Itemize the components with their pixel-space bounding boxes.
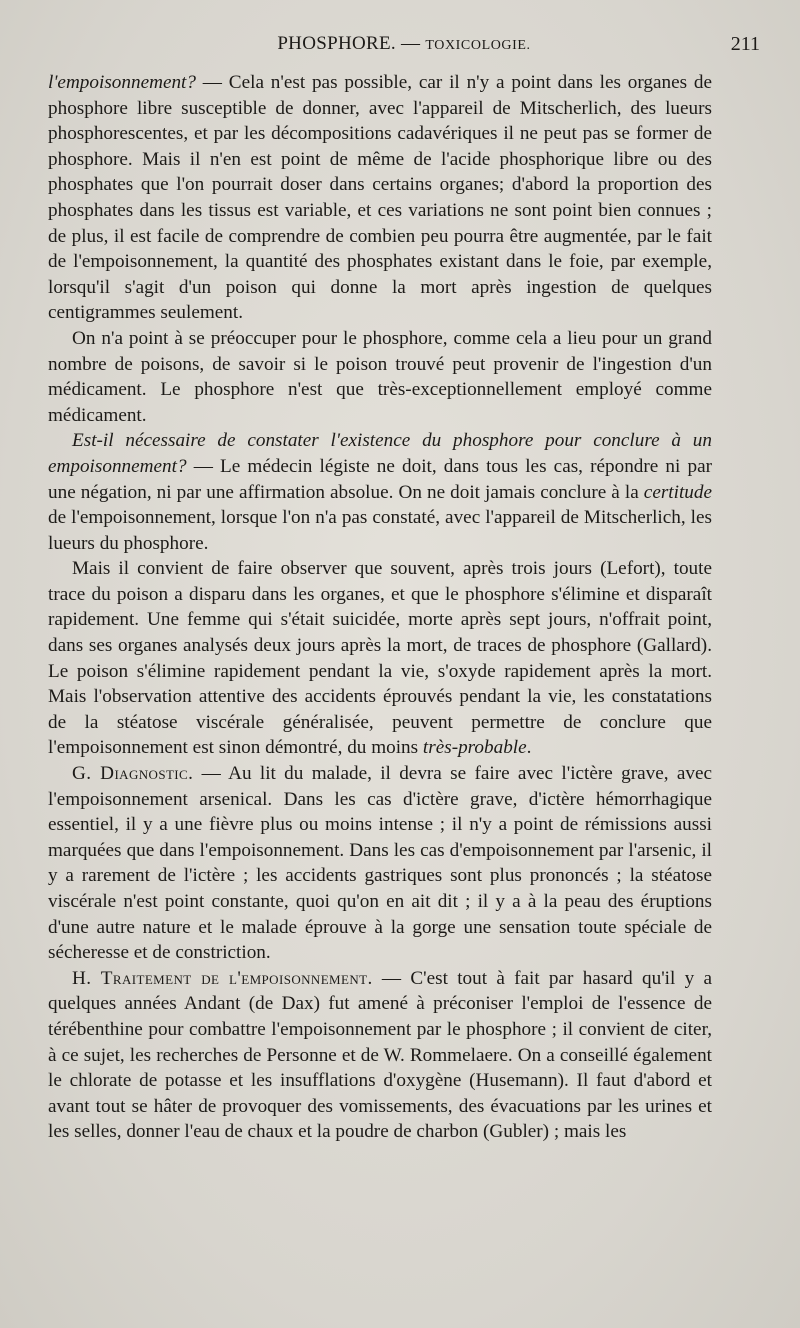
paragraph-4-italic-end: très-probable [422,737,527,759]
paragraph-4 [48,556,712,761]
paragraph-3 [48,428,712,556]
paragraph-3-text-a: — Le médecin légiste ne doit, dans tous les cas, répondre ni par une négation, ni par une affirmation absolue. On ne doit jamais conclure à la [48,455,712,503]
running-head-title: PHOSPHORE. [277,33,396,54]
section-label-diagnostic: G. Diagnostic. [72,763,194,785]
paragraph-2-text: On n'a point à se préoccuper pour le phosphore, comme cela a lieu pour un grand nombre de poisons, de savoir si le poison trouvé peut provenir de l'ingestion d'un médicament. Le phosphore n'est que très-exceptionnellement employé comme médicament. [48,327,712,426]
paragraph-diagnostic [48,761,712,966]
running-head [48,33,760,55]
paragraph-diagnostic-text: — Au lit du malade, il devra se faire avec l'ictère grave, avec l'empoisonnement arsenical. Dans les cas d'ictère grave, d'ictère hémorrhagique essentiel, il y a une fièvre plus ou moins intense ; il n'y a point de rémissions aussi marquées que dans l'empoisonnement. Dans les cas d'empoisonnement par l'arsenic, il y a rarement de l'ictère ; les accidents gastriques sont plus prononcés ; la stéatose viscérale n'est point constante, quoi qu'on en ait dit ; il y a à la peau des éruptions d'une autre nature et le malade éprouve à la gorge une sensation toute spéciale de sécheresse et de constriction. [48,763,712,964]
paragraph-traitement-text: — C'est tout à fait par hasard qu'il y a quelques années Andant (de Dax) fut amené à préconiser l'emploi de l'essence de térébenthine pour combattre l'empoisonnement par le phosphore ; il convient de citer, à ce sujet, les recherches de Personne et de W. Rommelaere. On a conseillé également le chlorate de potasse et les insufflations d'oxygène (Husemann). Il faut d'abord et avant tout se hâter de provoquer des vomissements, des évacuations par les urines et les selles, donner l'eau de chaux et la poudre de charbon (Gubler) ; mais les [48,967,712,1143]
paragraph-3-italic-lead: Est-il nécessaire de constater l'existence du phosphore pour conclure à un empoisonnement? [48,430,712,477]
page-header [48,33,760,61]
running-head-subtitle: TOXICOLOGIE. [425,38,531,53]
paragraph-1 [48,70,712,326]
paragraph-1-text: — Cela n'est pas possible, car il n'y a point dans les organes de phosphore libre susceptible de donner, avec l'appareil de Mitscherlich, des lueurs phosphorescentes, et par les décompositions cadavériques il ne peut pas se former de phosphore. Mais il n'en est point de même de l'acide phosphorique libre ou des phosphates que l'on pourrait doser dans certains organes; d'abord la proportion des phosphates dans les tissus est variable, et ces variations ne sont point bien connues ; de plus, il est facile de comprendre de combien peu pourra être augmentée, par le fait de l'empoisonnement, la quantité des phosphates existant dans le foie, par exemple, lorsqu'il s'agit d'un poison qui donne la mort après ingestion de quelques centigrammes seulement. [48,72,712,324]
page-number: 211 [730,33,760,55]
body-text [48,70,712,1145]
paragraph-3-text-b: de l'empoisonnement, lorsque l'on n'a pas constaté, avec l'appareil de Mitscherlich, les lueurs du phosphore. [48,507,712,554]
paragraph-2 [48,326,712,428]
paragraph-4-text-a: Mais il convient de faire observer que souvent, après trois jours (Lefort), toute trace du poison a disparu dans les organes, et que le phosphore s'élimine et disparaît rapidement. Une femme qui s'était suicidée, morte après sept jours, n'offrait point, dans ses organes analysés deux jours après la mort, de traces de phosphore (Gallard). Le poison s'élimine rapidement pendant la vie, s'oxyde rapidement après la mort. Mais l'observation attentive des accidents éprouvés pendant la vie, les constatations de la stéatose viscérale généralisée, peuvent permettre de conclure que l'empoisonnement est sinon démontré, du moins [48,558,712,759]
paragraph-3-italic-mid: certitude [643,481,712,503]
running-head-dash: — [395,33,426,54]
paragraph-traitement [48,966,712,1145]
paragraph-1-italic-lead: l'empoisonnement? [48,72,196,93]
paragraph-4-text-b: . [526,737,532,759]
section-label-traitement: H. Traitement de l'empoisonnement. [72,967,373,989]
